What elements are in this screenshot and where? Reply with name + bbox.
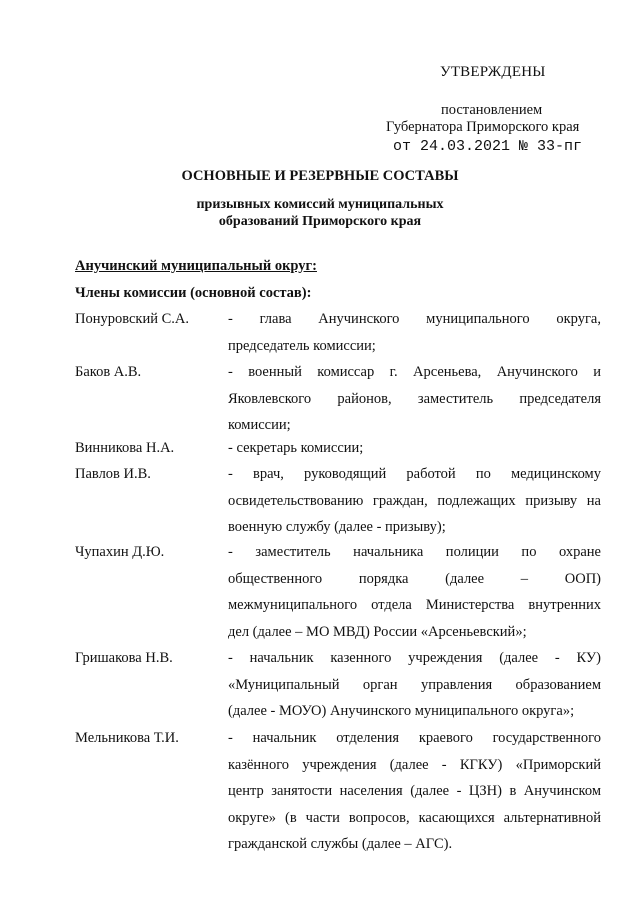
member-role-line: общественного порядка (далее – ООП)	[228, 570, 601, 587]
member-name: Понуровский С.А.	[75, 311, 190, 327]
member-role-line: - начальник отделения краевого государственного	[228, 730, 601, 746]
member-name: Чупахин Д.Ю.	[75, 544, 165, 560]
member-role-line: Яковлевского районов, заместитель председателя	[228, 390, 601, 407]
member-role-line: - врач, руководящий работой по медицинскому	[228, 466, 601, 482]
member-role-line: освидетельствованию граждан, подлежащих призыву на	[228, 492, 601, 509]
member-role-line: комиссии;	[228, 417, 291, 433]
member-role-line: «Муниципальный орган управления образованием	[228, 676, 601, 693]
member-name: Павлов И.В.	[75, 466, 151, 482]
member-role-line: военную службу (далее - призыву);	[228, 519, 446, 535]
decree-line-2: Губернатора Приморского края	[386, 119, 580, 135]
member-name: Гришакова Н.В.	[75, 650, 173, 666]
district-heading: Анучинский муниципальный округ:	[75, 258, 317, 274]
member-name: Винникова Н.А.	[75, 440, 175, 456]
member-role-line: - глава Анучинского муниципального округа,	[228, 311, 601, 327]
member-role-line: центр занятости населения (далее - ЦЗН) в Анучинском	[228, 783, 601, 799]
member-role-line: - секретарь комиссии;	[228, 440, 364, 456]
subtitle-line-1: призывных комиссий муниципальных	[196, 197, 444, 212]
member-role-line: казённого учреждения (далее - КГКУ) «Приморский	[228, 756, 601, 773]
member-role-line: округе» (в части вопросов, касающихся альтернативной	[228, 809, 601, 826]
document-title: ОСНОВНЫЕ И РЕЗЕРВНЫЕ СОСТАВЫ	[181, 168, 459, 184]
member-role-line: - начальник казенного учреждения (далее - КУ)	[228, 650, 601, 666]
decree-number-date: от 24.03.2021 № 33-пг	[393, 138, 583, 155]
subtitle-line-2: образований Приморского края	[218, 214, 422, 229]
member-name: Мельникова Т.И.	[75, 730, 179, 746]
member-role-line: межмуниципального отдела Министерства внутренних	[228, 597, 601, 613]
member-role-line: - заместитель начальника полиции по охране	[228, 544, 601, 560]
member-role-line: (далее - МОУО) Анучинского муниципального округа»;	[228, 703, 575, 719]
member-role-line: председатель комиссии;	[228, 337, 376, 354]
approval-stamp: УТВЕРЖДЕНЫ	[440, 64, 546, 80]
members-heading: Члены комиссии (основной состав):	[75, 285, 312, 301]
member-role-line: дел (далее – МО МВД) России «Арсеньевский»;	[228, 623, 527, 640]
member-role-line: гражданской службы (далее – АГС).	[228, 836, 453, 852]
member-role-line: - военный комиссар г. Арсеньева, Анучинского и	[228, 364, 601, 380]
decree-line-1: постановлением	[441, 102, 543, 118]
member-name: Баков А.В.	[75, 364, 142, 380]
